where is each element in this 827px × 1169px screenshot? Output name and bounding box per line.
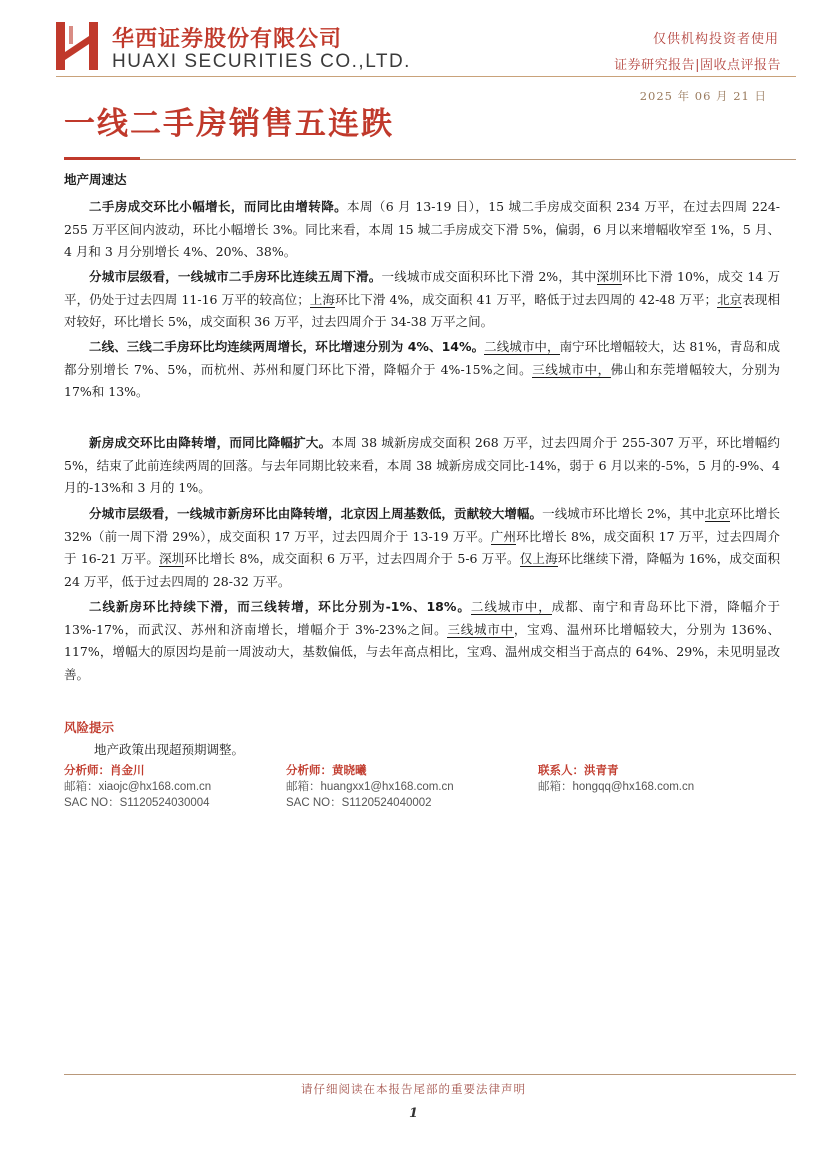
paragraph-lead: 分城市层级看，一线城市新房环比由降转增，北京因上周基数低，贡献较大增幅。 bbox=[89, 506, 543, 521]
analyst-sac: SAC NO：S1120524040002 bbox=[286, 797, 432, 809]
analyst-card bbox=[64, 762, 211, 811]
paragraph-body: 本周 38 城新房成交面积 268 万平，过去四周介于 255-307 万平，环比增幅约 5%，结束了此前连续两周的回落。与去年同期比较来看，本周 38 城新房成交同比-14%，弱于 6 月以来的-5%，5 月的-9%、4 月的-13%和 3 月的 1%。 bbox=[64, 435, 780, 495]
paragraph-body: 一线城市成交面积环比下滑 2%，其中 bbox=[381, 269, 597, 284]
risk-heading: 风险提示 bbox=[64, 720, 115, 735]
legal-disclaimer: 请仔细阅读在本报告尾部的重要法律声明 bbox=[301, 1082, 526, 1096]
huaxi-logo-icon bbox=[56, 22, 98, 70]
email-address[interactable]: huangxx1@hx168.com.cn bbox=[320, 781, 454, 793]
city-shanghai: 上海 bbox=[309, 291, 336, 307]
email-address[interactable]: xiaojc@hx168.com.cn bbox=[98, 781, 212, 793]
paragraph-newhome-overview bbox=[64, 432, 780, 500]
company-name-en: HUAXI SECURITIES CO.,LTD. bbox=[112, 51, 411, 72]
report-date: 2025 年 06 月 21 日 bbox=[639, 89, 767, 103]
paragraph-body: 环比增长 32%（前一周下滑 29%），成交面积 17 万平，过去四周介于 13-19 万平。 bbox=[64, 506, 780, 544]
header-divider bbox=[56, 76, 796, 77]
paragraph-newhome-tier1 bbox=[64, 503, 780, 593]
paragraph-body: 一线城市环比增长 2%，其中 bbox=[542, 506, 705, 521]
page-number: 1 bbox=[408, 1106, 419, 1121]
tier3-label: 三线城市中， bbox=[532, 361, 611, 377]
tier3-label: 三线城市中 bbox=[447, 621, 514, 637]
tier2-label: 二线城市中， bbox=[484, 339, 560, 354]
report-title: 一线二手房销售五连跌 bbox=[64, 106, 394, 142]
city-shanghai: 仅上海 bbox=[519, 551, 558, 566]
analyst-sac: SAC NO：S1120524030004 bbox=[64, 797, 210, 809]
paragraph-body: 本周（6 月 13-19 日），15 城二手房成交面积 234 万平，在过去四周 224-255 万平区间内波动，环比小幅增长 3%。同比来看，本周 15 城二手房成交下滑 5%，偏弱，6 月以来增幅收窄至 1%，5 月、4 月和 3 月分别增长 4%、20%、38%。 bbox=[64, 199, 780, 259]
analyst-email bbox=[286, 778, 454, 795]
analyst-name: 分析师：肖金川 bbox=[64, 763, 145, 777]
audience-note: 仅供机构投资者使用 bbox=[652, 32, 779, 47]
footer-divider bbox=[64, 1074, 796, 1075]
paragraph-lead: 新房成交环比由降转增，而同比降幅扩大。 bbox=[89, 435, 332, 450]
paragraph-body: 成都、南宁和青岛环比下滑，降幅介于 13%-17%，而武汉、苏州和济南增长，增幅介于 3%-23%之间。 bbox=[64, 599, 780, 637]
paragraph-body: 环比继续下滑，降幅为 16%，成交面积 24 万平，低于过去四周的 28-32 万平。 bbox=[64, 551, 780, 589]
paragraph-body: 环比下滑 4%，成交面积 41 万平，略低于过去四周的 42-48 万平； bbox=[335, 291, 717, 307]
tier2-label: 二线城市中， bbox=[470, 599, 552, 614]
analyst-name: 分析师：黄晓曦 bbox=[286, 763, 367, 777]
email-label: 邮箱： bbox=[64, 779, 99, 793]
email-label: 邮箱： bbox=[286, 779, 321, 793]
paragraph-body: 环比增长 8%，成交面积 6 万平，过去四周介于 5-6 万平。 bbox=[184, 551, 520, 566]
title-divider bbox=[64, 159, 796, 160]
paragraph-resale-tier23 bbox=[64, 336, 780, 404]
contact-card bbox=[538, 762, 694, 795]
analyst-card bbox=[286, 762, 454, 811]
paragraph-lead: 二手房成交环比小幅增长，而同比由增转降。 bbox=[89, 199, 348, 214]
city-beijing: 北京 bbox=[704, 506, 730, 521]
paragraph-body: 南宁环比增幅较大，达 81%，青岛和成都分别增长 7%、5%，而杭州、苏州和厦门环比下滑，降幅介于 4%-15%之间。 bbox=[64, 339, 780, 377]
paragraph-resale-tier1 bbox=[64, 266, 780, 334]
email-label: 邮箱： bbox=[538, 779, 573, 793]
city-guangzhou: 广州 bbox=[490, 528, 517, 544]
paragraph-body: 佛山和东莞增幅较大，分别为 17%和 13%。 bbox=[64, 361, 780, 399]
risk-text: 地产政策出现超预期调整。 bbox=[94, 742, 245, 757]
paragraph-lead: 二线新房环比持续下滑，而三线转增，环比分别为-1%、18%。 bbox=[89, 599, 471, 614]
city-shenzhen: 深圳 bbox=[596, 269, 622, 284]
city-shenzhen: 深圳 bbox=[159, 551, 185, 566]
section-heading: 地产周速达 bbox=[64, 172, 127, 187]
title-accent-bar bbox=[64, 157, 140, 160]
email-address[interactable]: hongqq@hx168.com.cn bbox=[572, 781, 695, 793]
paragraph-body: ，宝鸡、温州环比增幅较大，分别为 136%、117%，增幅大的原因均是前一周波动大，基数偏低，与去年高点相比，宝鸡、温州成交相当于高点的 64%、29%，未见明显改善。 bbox=[64, 621, 780, 682]
paragraph-lead: 分城市层级看，一线城市二手房环比连续五周下滑。 bbox=[89, 269, 382, 284]
analyst-email bbox=[64, 778, 211, 795]
contact-email bbox=[538, 778, 694, 795]
paragraph-body: 环比增长 8%，成交面积 17 万平，过去四周介于 16-21 万平。 bbox=[64, 528, 780, 566]
company-name-cn: 华西证券股份有限公司 bbox=[112, 27, 343, 52]
paragraph-lead: 二线、三线二手房环比均连续两周增长，环比增速分别为 4%、14%。 bbox=[89, 339, 485, 354]
paragraph-resale-overview bbox=[64, 196, 780, 264]
city-beijing: 北京 bbox=[716, 291, 743, 307]
paragraph-newhome-tier23 bbox=[64, 596, 780, 686]
paragraph-body: 表现相对较好，环比增长 5%，成交面积 36 万平，过去四周介于 34-38 万平之间。 bbox=[64, 291, 780, 329]
paragraph-body: 环比下滑 10%，成交 14 万平，仍处于过去四周 11-16 万平的较高位； bbox=[64, 269, 780, 307]
contact-name: 联系人：洪青青 bbox=[538, 763, 619, 777]
report-type: 证券研究报告|固收点评报告 bbox=[614, 58, 781, 73]
